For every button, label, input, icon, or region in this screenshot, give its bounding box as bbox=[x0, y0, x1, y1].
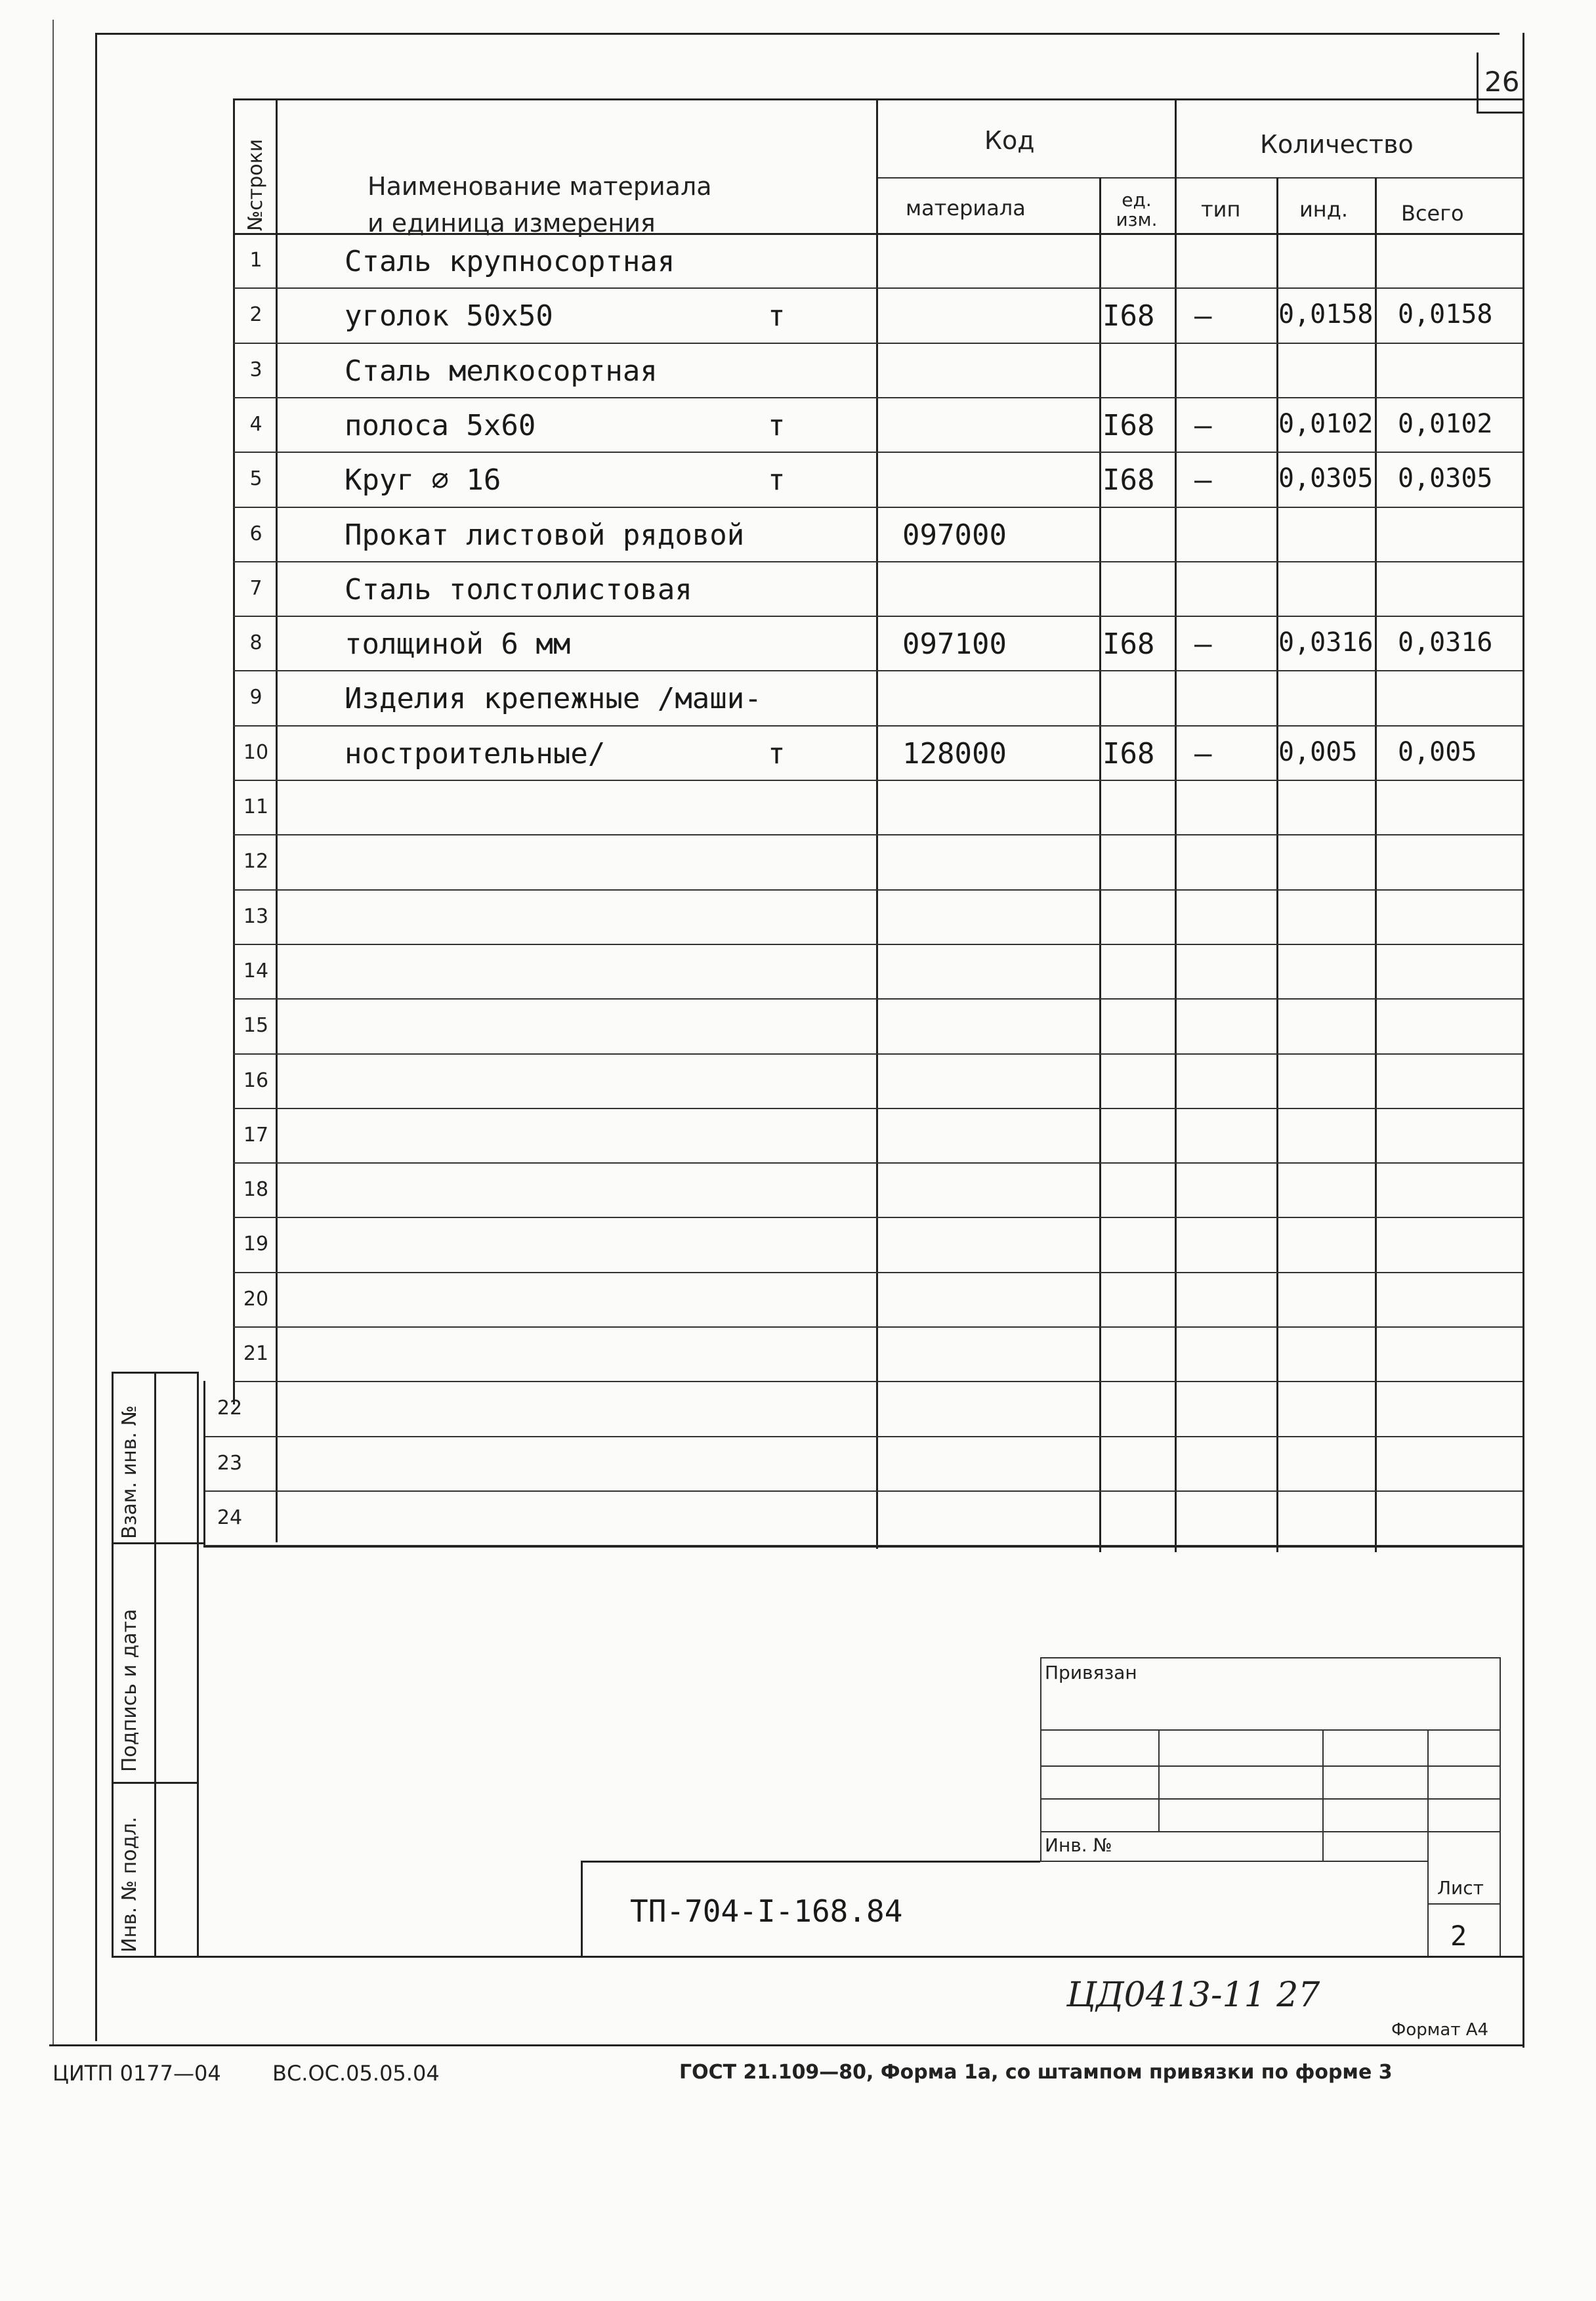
stamp-row1 bbox=[1040, 1729, 1500, 1731]
row-number: 9 bbox=[249, 686, 262, 709]
page-number-box-left bbox=[1477, 53, 1479, 112]
bottom-frame-line bbox=[112, 1956, 1522, 1958]
stamp-inv-bottom bbox=[1040, 1861, 1427, 1862]
document-designation: ТП-704-I-168.84 bbox=[630, 1893, 903, 1929]
row-divider bbox=[276, 1490, 1522, 1492]
frame-left-line bbox=[95, 33, 97, 2041]
row-num-divider bbox=[233, 944, 276, 945]
row-num-divider bbox=[233, 834, 276, 835]
qty-ind: 0,0316 bbox=[1278, 627, 1374, 658]
material-name: Круг ⌀ 16 bbox=[345, 463, 501, 497]
unit-code: I68 bbox=[1102, 627, 1155, 662]
row-num-divider bbox=[233, 1381, 276, 1382]
col-name-left bbox=[276, 98, 278, 1542]
row-divider bbox=[276, 1162, 1522, 1164]
unit-code: I68 bbox=[1102, 736, 1155, 771]
header-qty-type: тип bbox=[1201, 197, 1241, 222]
label-podpis-data: Подпись и дата bbox=[118, 1609, 141, 1772]
stamp-col1 bbox=[1158, 1729, 1160, 1831]
row-divider bbox=[276, 1053, 1522, 1055]
material-unit: т bbox=[768, 408, 786, 442]
row-divider bbox=[276, 616, 1522, 617]
material-name: Сталь толстолистовая bbox=[345, 572, 692, 606]
stamp-col3 bbox=[1427, 1729, 1429, 1956]
material-name: Прокат листовой рядовой bbox=[345, 518, 745, 552]
header-code-unit: ед. изм. bbox=[1116, 189, 1158, 230]
row-num-divider bbox=[233, 1217, 276, 1218]
table-bottom-line bbox=[203, 1546, 1522, 1548]
qty-total: 0,0102 bbox=[1398, 408, 1493, 439]
row-number: 21 bbox=[243, 1342, 269, 1365]
frame-right-line bbox=[1522, 33, 1524, 2048]
sheet-number: 2 bbox=[1450, 1920, 1467, 1952]
row-num-divider bbox=[233, 452, 276, 453]
unit-code: I68 bbox=[1102, 463, 1155, 497]
row-num-divider bbox=[233, 561, 276, 562]
row-num-divider bbox=[233, 616, 276, 617]
frame-bottom-line bbox=[49, 2044, 1522, 2046]
row-divider bbox=[276, 725, 1522, 727]
sheet-label: Лист bbox=[1437, 1877, 1484, 1899]
row-num-divider bbox=[233, 725, 276, 727]
row-number: 3 bbox=[249, 358, 262, 381]
row-divider bbox=[276, 1381, 1522, 1382]
row-divider bbox=[276, 1217, 1522, 1218]
frame-top-line bbox=[95, 33, 1500, 35]
designation-top-line bbox=[581, 1861, 1040, 1863]
row-num-divider bbox=[233, 507, 276, 508]
row-number: 13 bbox=[243, 904, 269, 928]
row-divider bbox=[276, 889, 1522, 891]
side-stamp-outer-left bbox=[112, 1372, 114, 1956]
row-divider bbox=[276, 1272, 1522, 1273]
row-num-divider bbox=[203, 1436, 276, 1437]
row-divider bbox=[276, 780, 1522, 781]
col-ind-left bbox=[1276, 177, 1278, 1552]
qty-total: 0,0316 bbox=[1398, 627, 1493, 658]
stamp-privyazan: Привязан bbox=[1045, 1662, 1137, 1683]
handwritten-archive-code: ЦД0413-11 27 bbox=[1066, 1975, 1320, 2015]
row-number: 11 bbox=[243, 795, 269, 818]
material-unit: т bbox=[768, 736, 786, 771]
row-num-divider bbox=[233, 889, 276, 891]
row-number: 10 bbox=[243, 740, 269, 764]
material-name: уголок 50х50 bbox=[345, 299, 553, 333]
row-number: 12 bbox=[243, 850, 269, 874]
side-stamp-sep1 bbox=[112, 1542, 203, 1544]
stamp-left-line bbox=[1040, 1657, 1041, 1861]
row-divider bbox=[276, 1326, 1522, 1328]
qty-type: – bbox=[1194, 736, 1212, 771]
sheet-sep bbox=[1427, 1903, 1500, 1905]
row-num-divider bbox=[233, 670, 276, 671]
qty-ind: 0,005 bbox=[1278, 736, 1358, 767]
header-code-group: Код bbox=[984, 126, 1035, 155]
row-number: 8 bbox=[249, 631, 262, 655]
row-number: 20 bbox=[243, 1287, 269, 1311]
row-divider bbox=[276, 670, 1522, 671]
qty-total: 0,0158 bbox=[1398, 299, 1493, 330]
row-number: 7 bbox=[249, 576, 262, 600]
material-name: Изделия крепежные /маши- bbox=[345, 682, 762, 716]
page-number-box-bottom bbox=[1477, 112, 1522, 114]
row-num-divider bbox=[203, 1490, 276, 1492]
row-number: 16 bbox=[243, 1068, 269, 1092]
side-stamp-inner bbox=[197, 1372, 199, 1956]
stamp-top-line bbox=[1040, 1657, 1500, 1658]
row-num-divider bbox=[233, 1272, 276, 1273]
row-num-divider bbox=[233, 1108, 276, 1109]
row-num-divider bbox=[233, 287, 276, 289]
row-divider bbox=[276, 507, 1522, 508]
row-num-divider bbox=[233, 1326, 276, 1328]
row-number: 18 bbox=[243, 1178, 269, 1202]
col-total-left bbox=[1375, 177, 1377, 1552]
row-num-divider bbox=[233, 397, 276, 398]
header-name-line2: и единица измерения bbox=[368, 209, 656, 238]
row-number: 15 bbox=[243, 1014, 269, 1038]
row-number: 5 bbox=[249, 467, 262, 491]
stamp-row4 bbox=[1040, 1831, 1500, 1832]
qty-total: 0,0305 bbox=[1398, 463, 1493, 494]
header-subgroup-line bbox=[876, 177, 1522, 179]
row-num-divider bbox=[233, 780, 276, 781]
row-number: 17 bbox=[243, 1123, 269, 1147]
material-name: ностроительные/ bbox=[345, 736, 606, 771]
row-num-divider bbox=[233, 1053, 276, 1055]
row-divider bbox=[276, 343, 1522, 344]
header-name-line1: Наименование материала bbox=[368, 172, 712, 201]
footer-gost: ГОСТ 21.109—80, Форма 1а, со штампом привязки по форме 3 bbox=[679, 2061, 1393, 2084]
header-qty-total: Всего bbox=[1401, 201, 1464, 226]
material-code: 097100 bbox=[902, 627, 1007, 662]
row-number: 23 bbox=[217, 1451, 243, 1475]
header-qty-group: Количество bbox=[1260, 130, 1414, 159]
label-inv-podl: Инв. № подл. bbox=[118, 1817, 141, 1953]
material-unit: т bbox=[768, 463, 786, 497]
label-vzam-inv: Взам. инв. № bbox=[118, 1405, 141, 1539]
side-stamp-sep2 bbox=[112, 1782, 197, 1784]
qty-ind: 0,0305 bbox=[1278, 463, 1374, 494]
stamp-row3 bbox=[1040, 1798, 1500, 1800]
qty-type: – bbox=[1194, 627, 1212, 662]
unit-code: I68 bbox=[1102, 299, 1155, 333]
side-stamp-top bbox=[112, 1372, 197, 1374]
qty-ind: 0,0158 bbox=[1278, 299, 1374, 330]
designation-left-line bbox=[581, 1861, 583, 1956]
row-divider bbox=[276, 287, 1522, 289]
stamp-row2 bbox=[1040, 1765, 1500, 1767]
material-unit: т bbox=[768, 299, 786, 333]
row-divider bbox=[276, 944, 1522, 945]
footer-mid-code: ВС.ОС.05.05.04 bbox=[272, 2061, 440, 2086]
row-number: 19 bbox=[243, 1233, 269, 1256]
lower-rownum-left bbox=[203, 1381, 205, 1545]
col-code-left bbox=[876, 98, 878, 1549]
qty-ind: 0,0102 bbox=[1278, 408, 1374, 439]
stamp-inv-no: Инв. № bbox=[1045, 1834, 1112, 1856]
row-divider bbox=[276, 1436, 1522, 1437]
binding-margin-line bbox=[52, 20, 54, 2044]
row-number: 2 bbox=[249, 303, 262, 327]
footer-left-code: ЦИТП 0177—04 bbox=[52, 2061, 221, 2086]
material-name: Сталь мелкосортная bbox=[345, 354, 658, 388]
qty-type: – bbox=[1194, 299, 1212, 333]
material-name: Сталь крупносортная bbox=[345, 245, 675, 278]
qty-type: – bbox=[1194, 408, 1212, 442]
qty-type: – bbox=[1194, 463, 1212, 497]
format-label: Формат А4 bbox=[1391, 2020, 1489, 2040]
row-number: 6 bbox=[249, 522, 262, 545]
row-num-divider bbox=[233, 998, 276, 1000]
header-code-material: материала bbox=[906, 196, 1026, 221]
material-name: толщиной 6 мм bbox=[345, 627, 571, 662]
row-divider bbox=[276, 834, 1522, 835]
row-number: 24 bbox=[217, 1506, 243, 1529]
row-divider bbox=[276, 998, 1522, 1000]
row-num-divider bbox=[233, 1162, 276, 1164]
row-divider bbox=[276, 561, 1522, 562]
unit-code: I68 bbox=[1102, 408, 1155, 442]
row-number: 4 bbox=[249, 412, 262, 436]
row-num-divider bbox=[233, 343, 276, 344]
side-stamp-mid bbox=[154, 1372, 156, 1956]
row-number: 1 bbox=[249, 249, 262, 272]
header-qty-ind: инд. bbox=[1299, 197, 1349, 222]
row-divider bbox=[276, 397, 1522, 398]
row-number: 14 bbox=[243, 959, 269, 982]
material-code: 128000 bbox=[902, 736, 1007, 771]
material-name: полоса 5х60 bbox=[345, 408, 536, 442]
material-code: 097000 bbox=[902, 518, 1007, 552]
row-divider bbox=[276, 1108, 1522, 1109]
row-number: 22 bbox=[217, 1397, 243, 1420]
stamp-right-line bbox=[1500, 1657, 1501, 1956]
stamp-col2 bbox=[1322, 1729, 1324, 1861]
col-rownum-left bbox=[233, 98, 235, 1404]
header-row-no: №строки bbox=[244, 138, 267, 231]
page-number: 26 bbox=[1484, 66, 1520, 98]
row-divider bbox=[276, 452, 1522, 453]
qty-total: 0,005 bbox=[1398, 736, 1477, 767]
col-unit-left bbox=[1099, 177, 1101, 1552]
col-qty-left bbox=[1175, 98, 1177, 1552]
